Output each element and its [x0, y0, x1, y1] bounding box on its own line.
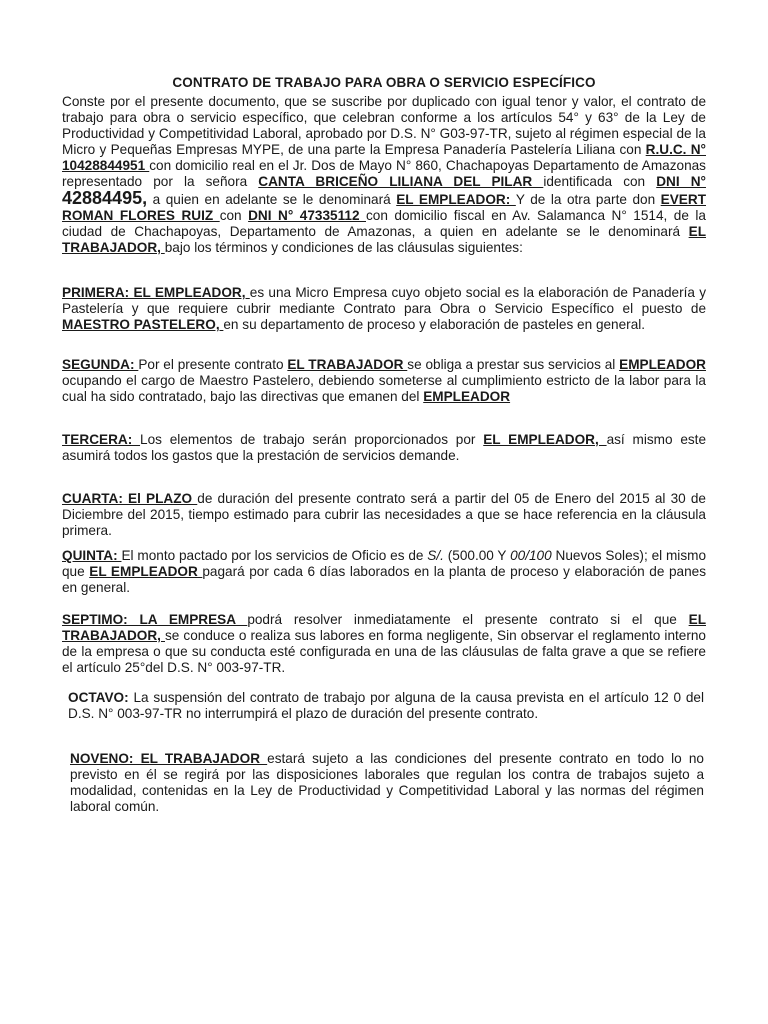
clause-label: SEPTIMO: LA EMPRESA: [62, 612, 248, 627]
text: Conste por el presente documento, que se suscribe por duplicado con igual tenor y valor, el contrato de trabajo para obra o servicio específico, que celebran conforme a los artículos 54° y 63° de la Ley de Productividad y Competitividad Laboral, aprobado por D.S. N° G03-97-TR, sujeto al régimen especial de la Micro y Pequeñas Empresas MYPE, de una parte la Empresa Panadería Pastelería Liliana con: [62, 94, 706, 157]
text: es una Micro Empresa cuyo objeto social es la elaboración de Panadería y Pastelería y que requiere cubrir mediante Contrato para Obra o Servicio Específico el puesto de: [62, 285, 706, 316]
text: Nuevos Soles); el mismo que: [62, 548, 707, 579]
clause-label: TERCERA:: [62, 432, 141, 447]
text: Por el presente contrato: [138, 357, 288, 372]
text: con domicilio fiscal en Av. Salamanca N° 1514, de la ciudad de Chachapoyas, Departamento de Amazonas, a quien en adelante se le denominará: [62, 208, 706, 239]
text: (500.00 Y: [443, 548, 511, 563]
text: Los elementos de trabajo serán proporcionados por: [140, 432, 484, 447]
text: de duración del presente contrato será a partir del 05 de Enero del 2015 al 30 de Diciembre del 2015, tiempo estimado para cubrir las necesidades a que se hace referencia en la cláusula primera.: [62, 491, 706, 538]
text: podrá resolver inmediatamente el presente contrato si el que: [247, 612, 689, 627]
amount-fraction: 00/100: [510, 548, 552, 563]
clause-quinta: [62, 548, 706, 596]
worker-term: EL TRABAJADOR,: [62, 612, 706, 643]
text: El monto pactado por los servicios de Oficio es de: [121, 548, 428, 563]
text: pagará por cada 6 días laborados en la planta de proceso y elaboración de panes en general.: [62, 564, 707, 595]
clause-segunda: [62, 357, 706, 405]
clause-label: OCTAVO:: [68, 690, 134, 705]
text: bajo los términos y condiciones de las cláusulas siguientes:: [164, 240, 523, 255]
clause-noveno: [70, 751, 704, 815]
worker-term: EL TRABAJADOR: [287, 357, 408, 372]
text: con: [219, 208, 249, 223]
clause-label: CUARTA: El PLAZO: [62, 491, 198, 506]
text: con domicilio real en el Jr. Dos de Mayo N° 860, Chachapoyas Departamento de Amazonas representado por la señora: [62, 158, 706, 189]
employer-term: EMPLEADOR: [619, 357, 706, 372]
text: ocupando el cargo de Maestro Pastelero, debiendo someterse al cumplimiento estricto de la labor para la cual ha sido contratado, bajo las directivas que emanen del: [62, 373, 706, 404]
text: se conduce o realiza sus labores en forma negligente, Sin observar el reglamento interno de la empresa o que su conducta esté configurada en una de las cláusulas de falta grave a que se refiere el artículo 25°del D.S. N° 003-97-TR.: [62, 628, 706, 675]
text: en su departamento de proceso y elaboración de pasteles en general.: [223, 317, 646, 332]
clause-label: PRIMERA: EL EMPLEADOR,: [62, 285, 250, 300]
text: Y de la otra parte don: [515, 192, 661, 207]
job-title: MAESTRO PASTELERO,: [62, 317, 224, 332]
clause-tercera: [62, 432, 706, 464]
document-title: CONTRATO DE TRABAJO PARA OBRA O SERVICIO ESPECÍFICO: [172, 75, 596, 90]
clause-label: SEGUNDA:: [62, 357, 139, 372]
currency-symbol: S/.: [427, 548, 444, 563]
employer-term: EL EMPLEADOR:: [396, 192, 516, 207]
clause-label: QUINTA:: [62, 548, 122, 563]
worker-dni: DNI N° 47335112: [248, 208, 366, 223]
ruc-number: R.U.C. N° 10428844951: [62, 142, 706, 173]
text: estará sujeto a las condiciones del presente contrato en todo lo no previsto en él se regirá por las disposiciones laborales que regulan los contra de trabajos sujeto a modalidad, contenidas en la Ley de Productividad y Competitividad Laboral y las normas del régimen laboral común.: [70, 751, 704, 814]
intro-paragraph: [62, 94, 706, 256]
clause-primera: [62, 285, 706, 333]
text: La suspensión del contrato de trabajo por alguna de la causa prevista en el artículo 12 0 del D.S. N° 003-97-TR no interrumpirá el plazo de duración del presente contrato.: [68, 690, 705, 721]
employer-term: EL EMPLEADOR,: [483, 432, 607, 447]
dni-number-large: 42884495,: [62, 188, 148, 208]
employer-term: EL EMPLEADOR: [89, 564, 203, 579]
worker-name: EVERT ROMAN FLORES RUIZ: [62, 192, 706, 223]
clause-label: NOVENO: EL TRABAJADOR: [70, 751, 268, 766]
employer-term: EMPLEADOR: [423, 389, 511, 404]
worker-term: EL TRABAJADOR,: [62, 224, 706, 255]
text: se obliga a prestar sus servicios al: [407, 357, 620, 372]
clause-octavo: [68, 690, 704, 722]
clause-septimo: [62, 612, 706, 676]
clause-cuarta: [62, 491, 706, 539]
text: identificada con: [543, 174, 657, 189]
text: así mismo este asumirá todos los gastos que la prestación de servicios demande.: [62, 432, 707, 463]
employer-representative-name: CANTA BRICEÑO LILIANA DEL PILAR: [258, 174, 544, 189]
dni-label: DNI N°: [656, 174, 706, 189]
text: a quien en adelante se le denominará: [147, 192, 397, 207]
